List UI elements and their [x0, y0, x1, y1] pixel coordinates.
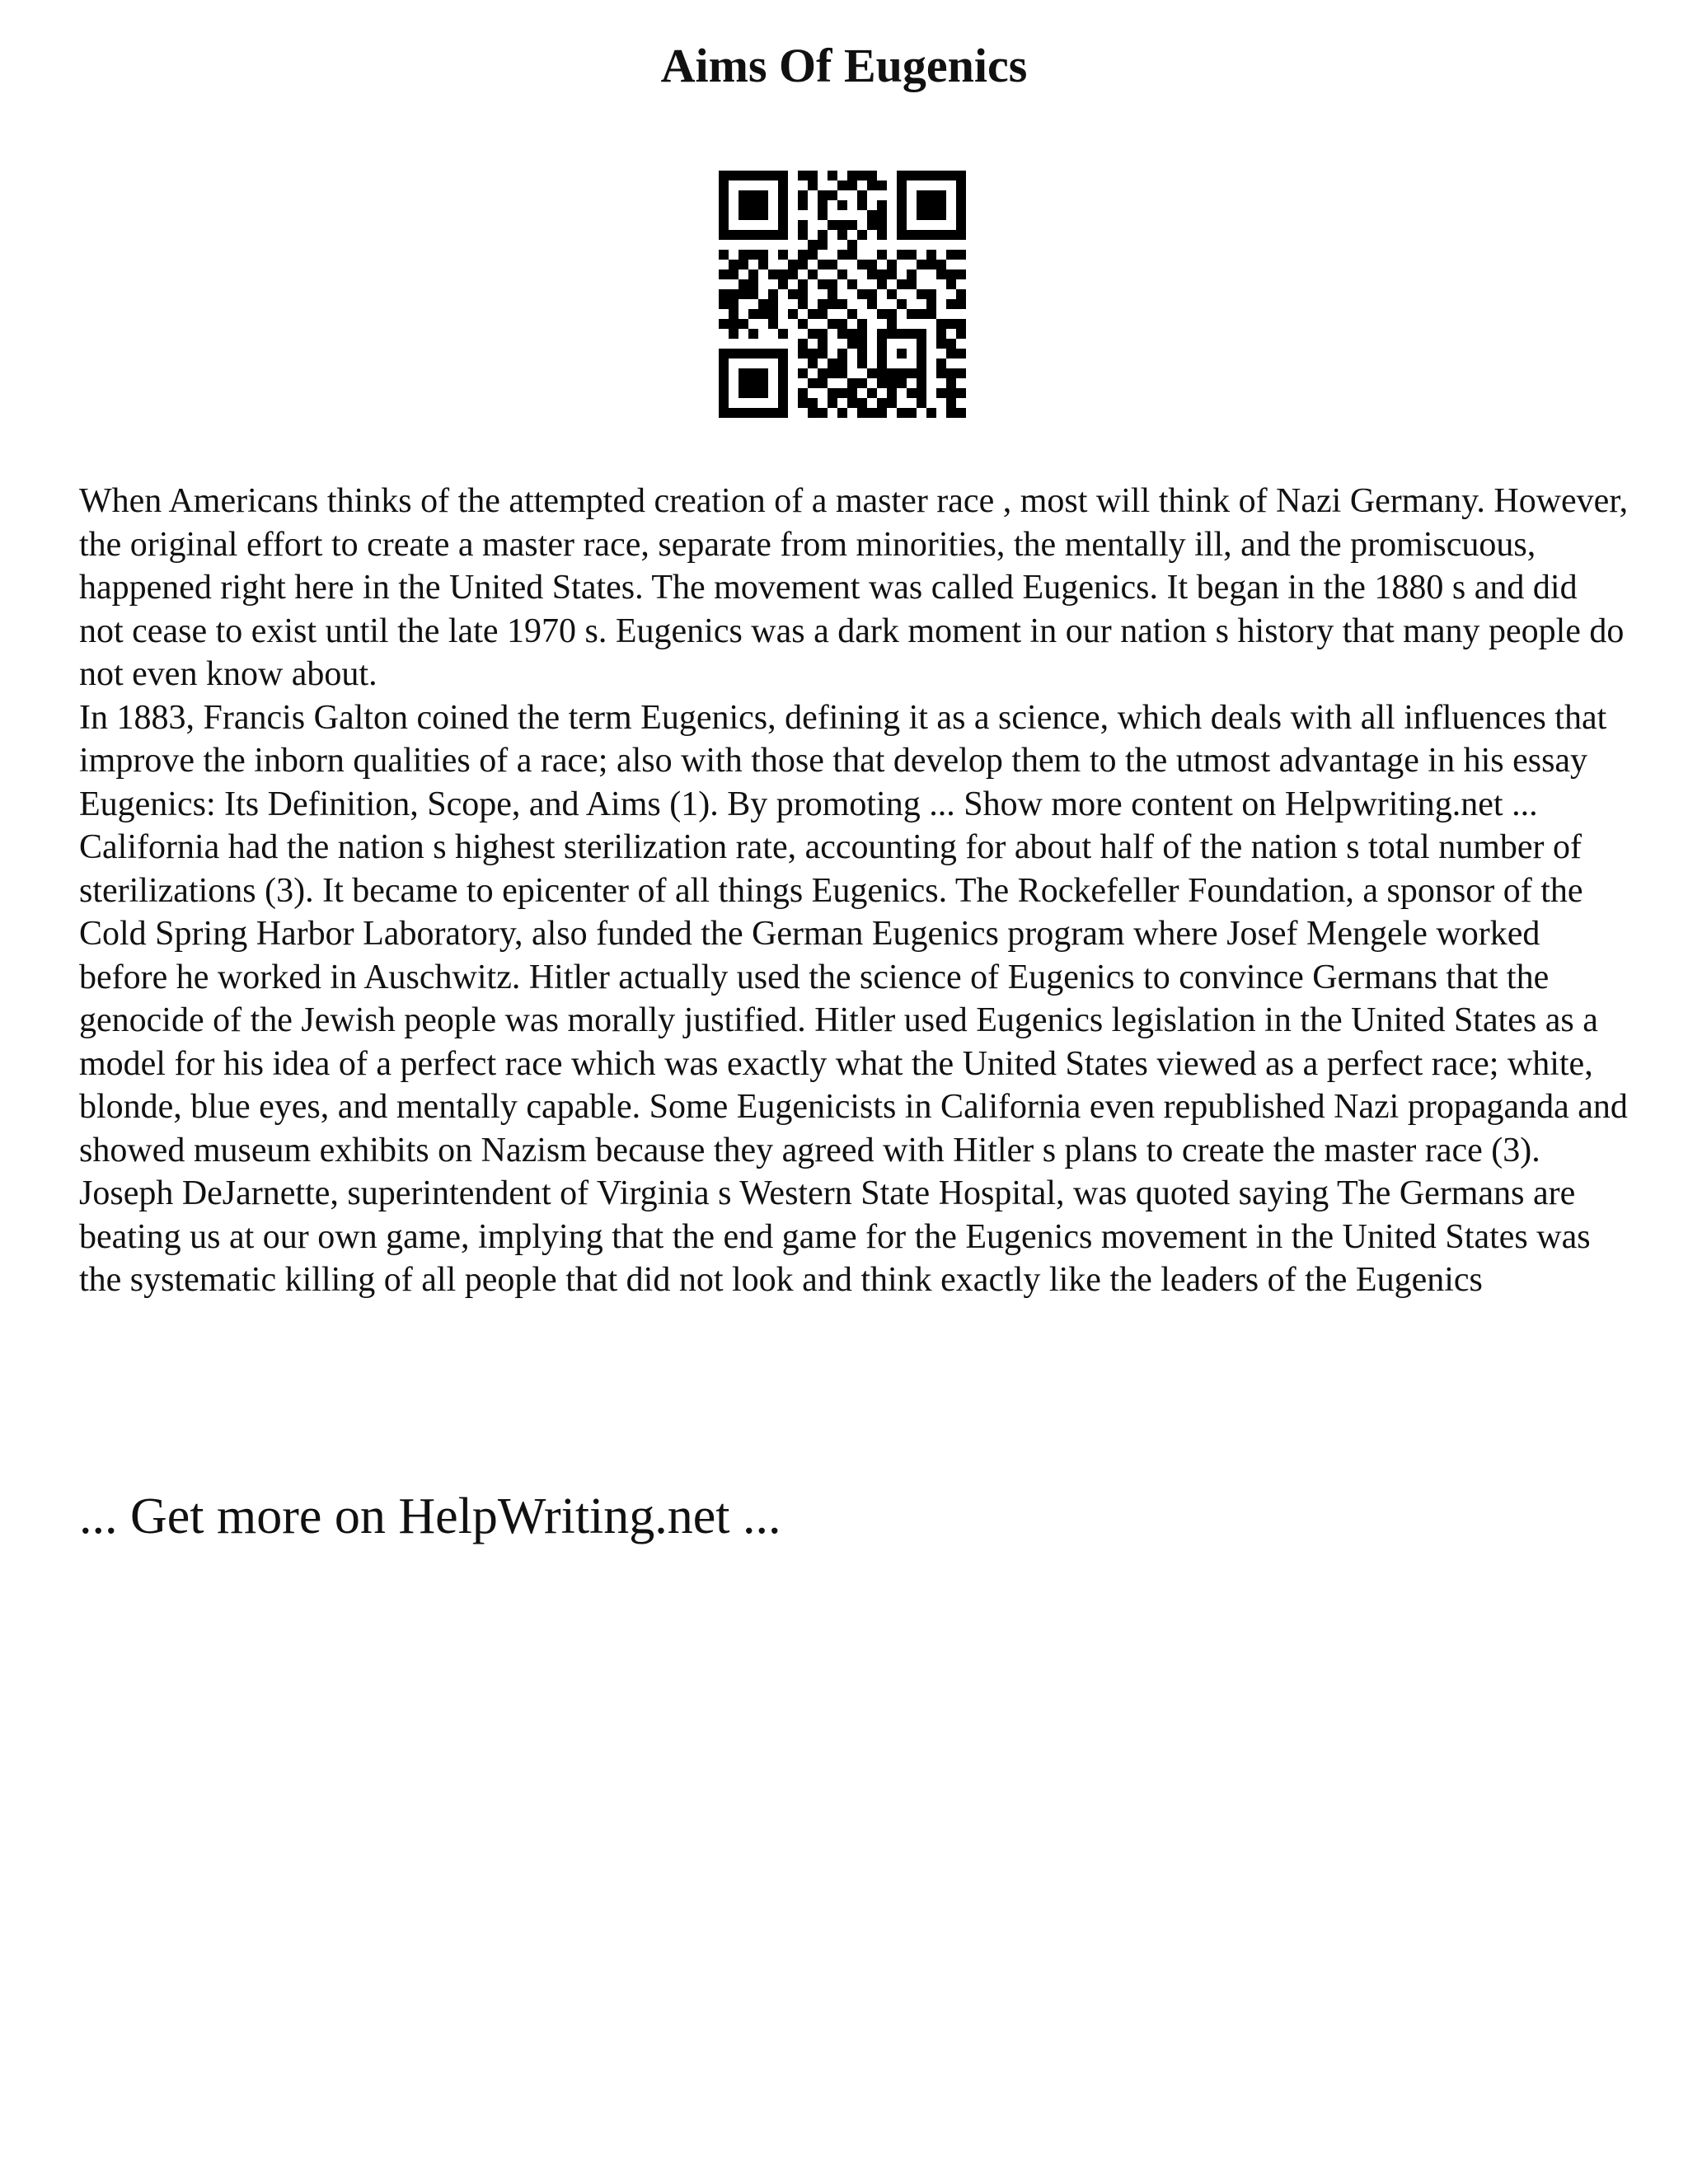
paragraph-intro: When Americans thinks of the attempted creation of a master race , most will think of Nazi Germany. However, the original effort to create a master race, separate from minorities, the mentally ill, and the promiscuous, happened right here in the United States. The movement was called Eugenics. It began in the 1880 s and did not cease to exist until the late 1970 s. Eugenics was a dark moment in our nation s history that many people do not even know about. — [79, 482, 1629, 693]
paragraph-galton: In 1883, Francis Galton coined the term Eugenics, defining it as a science, which deals with all influences that improve the inborn qualities of a race; also with those that develop them to the utmost advantage in his essay Eugenics: Its Definition, Scope, and Aims (1). By promoting ... Show more content on Helpwriting.net ... — [79, 698, 1607, 823]
article-body — [79, 480, 1629, 1302]
paragraph-california: California had the nation s highest sterilization rate, accounting for about half of the nation s total number of sterilizations (3). It became to epicenter of all things Eugenics. The Rockefeller Foundation, a sponsor of the Cold Spring Harbor Laboratory, also funded the German Eugenics program where Josef Mengele worked before he worked in Auschwitz. Hitler actually used the science of Eugenics to convince Germans that the genocide of the Jewish people was morally justified. Hitler used Eugenics legislation in the United States as a model for his idea of a perfect race which was exactly what the United States viewed as a perfect race; white, blonde, blue eyes, and mentally capable. Some Eugenicists in California even republished Nazi propaganda and showed museum exhibits on Nazism because they agreed with Hitler s plans to create the master race (3). Joseph DeJarnette, superintendent of Virginia s Western State Hospital, was quoted saying The Germans are beating us at our own game, implying that the end game for the Eugenics movement in the United States was the systematic killing of all people that did not look and think exactly like the leaders of the Eugenics — [79, 828, 1628, 1299]
qr-code[interactable] — [719, 171, 966, 418]
qr-code-icon — [719, 171, 966, 418]
get-more-link[interactable]: ... Get more on HelpWriting.net ... — [79, 1488, 781, 1544]
page-title: Aims Of Eugenics — [660, 39, 1028, 92]
